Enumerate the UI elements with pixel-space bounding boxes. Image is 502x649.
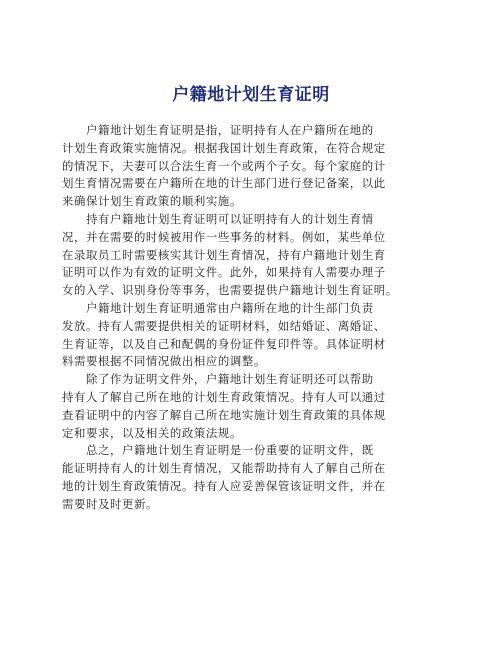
- paragraph-line: 证明可以作为有效的证明文件。此外，如果持有人需要办理子: [62, 265, 386, 280]
- paragraph-line: 户籍地计划生育证明是指，证明持有人在户籍所在地的: [86, 123, 374, 137]
- paragraph-1: [62, 122, 434, 211]
- paragraph-2: [62, 211, 434, 300]
- paragraph-line: 地的计划生育政策情况。持有人应妥善保管该证明文件，并在: [62, 478, 386, 493]
- paragraph-line: 定和要求，以及相关的政策法规。: [62, 425, 242, 440]
- paragraph-line: 女的入学、识别身份等事务，也需要提供户籍地计划生育证明。: [62, 283, 398, 298]
- paragraph-line: 除了作为证明文件外，户籍地计划生育证明还可以帮助: [86, 372, 374, 387]
- paragraph-line: 划生育情况需要在户籍所在地的计生部门进行登记备案，以此: [62, 176, 386, 191]
- paragraph-line: 总之，户籍地计划生育证明是一份重要的证明文件，既: [86, 443, 374, 458]
- paragraph-line: 持有户籍地计划生育证明可以证明持有人的计划生育情: [86, 211, 374, 226]
- paragraph-line: 户籍地计划生育证明通常由户籍所在地的计生部门负责: [86, 300, 374, 315]
- document-title: 户籍地计划生育证明: [172, 85, 330, 105]
- paragraph-line: 能证明持有人的计划生育情况，又能帮助持有人了解自己所在: [62, 461, 386, 476]
- paragraph-line: 持有人了解自己所在地的计划生育政策情况。持有人可以通过: [62, 389, 386, 404]
- paragraph-line: 在录取员工时需要核实其计划生育情况，持有户籍地计划生育: [62, 247, 386, 262]
- paragraph-line: 发放。持有人需要提供相关的证明材料，如结婚证、离婚证、: [62, 318, 386, 333]
- paragraph-5: [62, 442, 434, 513]
- paragraph-line: 况，并在需要的时候被用作一些事务的材料。例如，某些单位: [62, 229, 386, 244]
- paragraph-line: 计划生育政策实施情况。根据我国计划生育政策，在符合规定: [62, 140, 386, 155]
- paragraph-4: [62, 371, 434, 442]
- paragraph-3: [62, 300, 434, 371]
- paragraph-line: 料需要根据不同情况做出相应的调整。: [62, 354, 266, 369]
- paragraph-line: 的情况下，夫妻可以合法生育一个或两个子女。每个家庭的计: [62, 158, 386, 173]
- paragraph-line: 来确保计划生育政策的顺利实施。: [62, 194, 242, 209]
- paragraph-line: 查看证明中的内容了解自己所在地实施计划生育政策的具体规: [62, 407, 386, 422]
- paragraph-line: 生育证等，以及自己和配偶的身份证件复印件等。具体证明材: [62, 336, 386, 351]
- document-body: [62, 122, 434, 514]
- paragraph-line: 需要时及时更新。: [62, 496, 158, 511]
